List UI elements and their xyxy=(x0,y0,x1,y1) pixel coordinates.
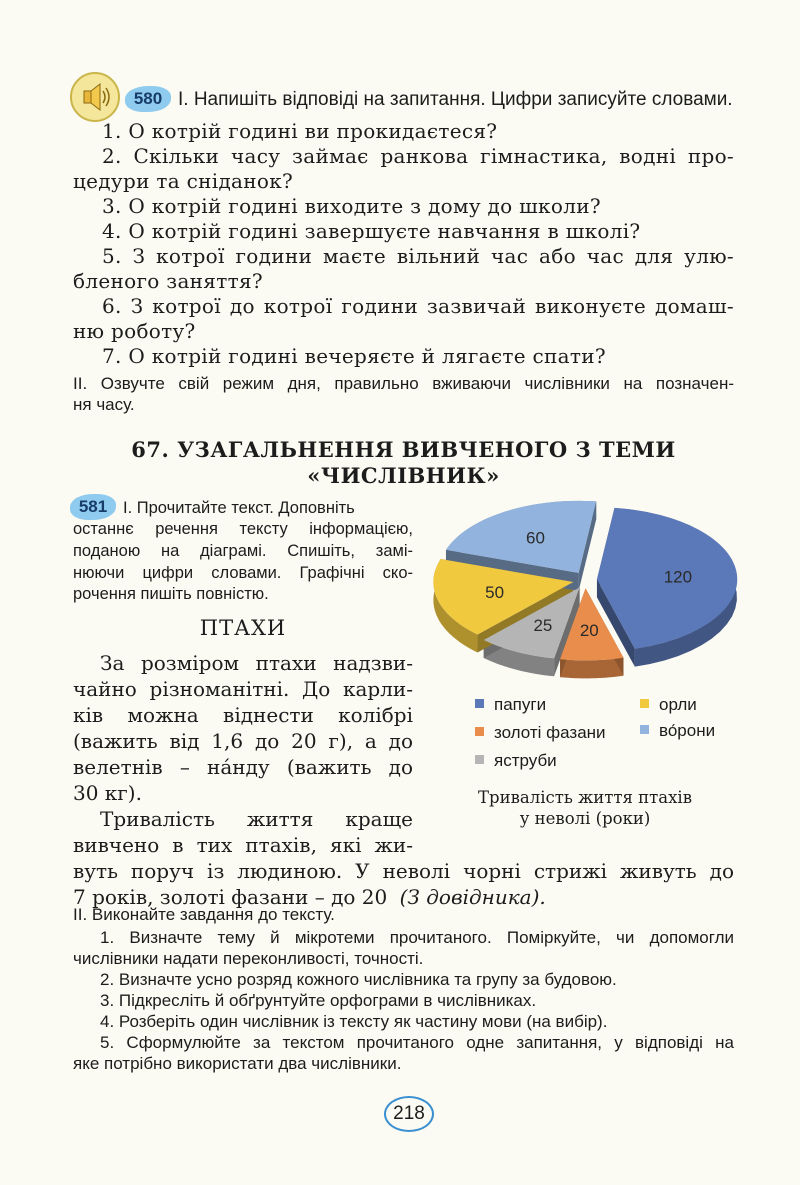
legend-item-fazany xyxy=(475,723,606,743)
question-6-line-2: ню роботу? xyxy=(73,319,196,343)
speaker-icon[interactable] xyxy=(70,72,120,122)
question-6-line-1: 6. З котрої до котрої години зазвичай виконуєте домаш- xyxy=(102,294,734,318)
exercise-number-581: 581 xyxy=(70,494,116,520)
question-5-line-2: бленого заняття? xyxy=(73,269,263,293)
text-line-5: велетнів – на́нду (важить до xyxy=(73,755,413,779)
text-title: ПТАХИ xyxy=(199,616,287,640)
text-line-7: Тривалість життя краще xyxy=(100,807,413,831)
task-581-item-5-line-1: 5. Сформулюйте за текстом прочитаного одне запитання, у відповіді на xyxy=(100,1033,734,1052)
task-581-intro-line-3: поданою на діаграмі. Спишіть, замі- xyxy=(73,542,413,560)
legend-swatch-orly xyxy=(640,699,649,708)
task-580-part2-line-2: ня часу. xyxy=(73,395,135,414)
legend-swatch-yastruby xyxy=(475,755,484,764)
legend-swatch-vorony xyxy=(640,725,649,734)
legend-swatch-papuhy xyxy=(475,699,484,708)
legend-label-vorony: во́рони xyxy=(659,721,716,740)
pie-slice-edge-1 xyxy=(560,658,623,679)
task-581-intro-line-4: нюючи цифри словами. Графічні ско- xyxy=(73,564,413,582)
legend-item-orly xyxy=(640,695,697,715)
task-581-item-2: 2. Визначте усно розряд кожного числівника та групу за будовою. xyxy=(100,970,617,989)
pie-value-label-0: 120 xyxy=(663,567,693,587)
task-581-intro-line-1: І. Прочитайте текст. Доповніть xyxy=(123,499,355,517)
text-line-1: За розміром птахи надзви- xyxy=(100,651,413,675)
legend-label-papuhy: папуги xyxy=(494,695,547,714)
legend-item-yastruby xyxy=(475,751,557,771)
text-line-9: вуть поруч із людиною. У неволі чорні стрижі живуть до xyxy=(73,859,734,883)
question-7: 7. О котрій годині вечеряєте й лягаєте спати? xyxy=(102,344,606,368)
text-line-4: (важить від 1,6 до 20 г), а до xyxy=(73,729,413,753)
legend-label-yastruby: яструби xyxy=(494,751,557,770)
pie-value-label-1: 20 xyxy=(579,621,599,641)
legend-label-fazany: золоті фазани xyxy=(494,723,606,742)
pie-value-label-2: 25 xyxy=(533,615,553,635)
legend-item-papuhy xyxy=(475,695,546,715)
text-line-6: 30 кг). xyxy=(73,781,142,805)
chart-caption-line-1: Тривалість життя птахів xyxy=(478,788,692,807)
pie-value-label-4: 60 xyxy=(526,528,545,548)
exercise-number-580: 580 xyxy=(125,86,171,112)
task-581-item-1-line-2: числівники надати переконливості, точності. xyxy=(73,949,424,968)
task-581-part2-title: ІІ. Виконайте завдання до тексту. xyxy=(73,905,335,924)
text-line-10-main: 7 років, золоті фазани – до 20 xyxy=(73,885,388,909)
text-line-2: чайно різноманітні. До карли- xyxy=(73,677,413,701)
section-title-line-1: 67. УЗАГАЛЬНЕННЯ ВИВЧЕНОГО З ТЕМИ xyxy=(131,437,676,462)
text-line-3: ків можна віднести колібрі xyxy=(73,703,413,727)
task-580-heading: І. Напишіть відповіді на запитання. Цифри записуйте словами. xyxy=(178,89,733,110)
task-581-item-1-line-1: 1. Визначте тему й мікротеми прочитаного. Поміркуйте, чи допомогли xyxy=(100,928,734,947)
legend-label-orly: орли xyxy=(659,695,697,714)
question-3: 3. О котрій годині виходите з дому до школи? xyxy=(102,194,601,218)
task-581-item-3: 3. Підкресліть й обґрунтуйте орфограми в числівниках. xyxy=(100,991,537,1010)
task-580-part2-line-1: ІІ. Озвучте свій режим дня, правильно вживаючи числівники на позначен- xyxy=(73,374,734,393)
task-581-intro-line-2: останнє речення тексту інформацією, xyxy=(73,520,413,538)
task-581-item-4: 4. Розберіть один числівник із тексту як частину мови (на вибір). xyxy=(100,1012,608,1031)
pie-value-label-3: 50 xyxy=(485,583,505,603)
task-581-item-5-line-2: яке потрібно використати два числівники. xyxy=(73,1054,402,1073)
question-1: 1. О котрій годині ви прокидаєтеся? xyxy=(102,119,498,143)
pie-chart xyxy=(425,495,750,690)
section-title-line-2: «ЧИСЛІВНИК» xyxy=(307,463,500,488)
question-4: 4. О котрій годині завершуєте навчання в школі? xyxy=(102,219,641,243)
question-2-line-2: цедури та сніданок? xyxy=(73,169,294,193)
question-2-line-1: 2. Скільки часу займає ранкова гімнастика, водні про- xyxy=(102,144,734,168)
task-581-intro-line-5: рочення пишіть повністю. xyxy=(73,585,269,603)
legend-swatch-fazany xyxy=(475,727,484,736)
audio-glyph xyxy=(72,74,118,120)
text-source: (З довідника). xyxy=(399,885,546,909)
text-line-8: вивчено в тих птахів, які жи- xyxy=(73,833,413,857)
legend-item-vorony xyxy=(640,721,715,741)
page-number: 218 xyxy=(384,1096,434,1132)
question-5-line-1: 5. З котрої години маєте вільний час або час для улю- xyxy=(102,244,734,268)
chart-caption-line-2: у неволі (роки) xyxy=(519,809,651,828)
